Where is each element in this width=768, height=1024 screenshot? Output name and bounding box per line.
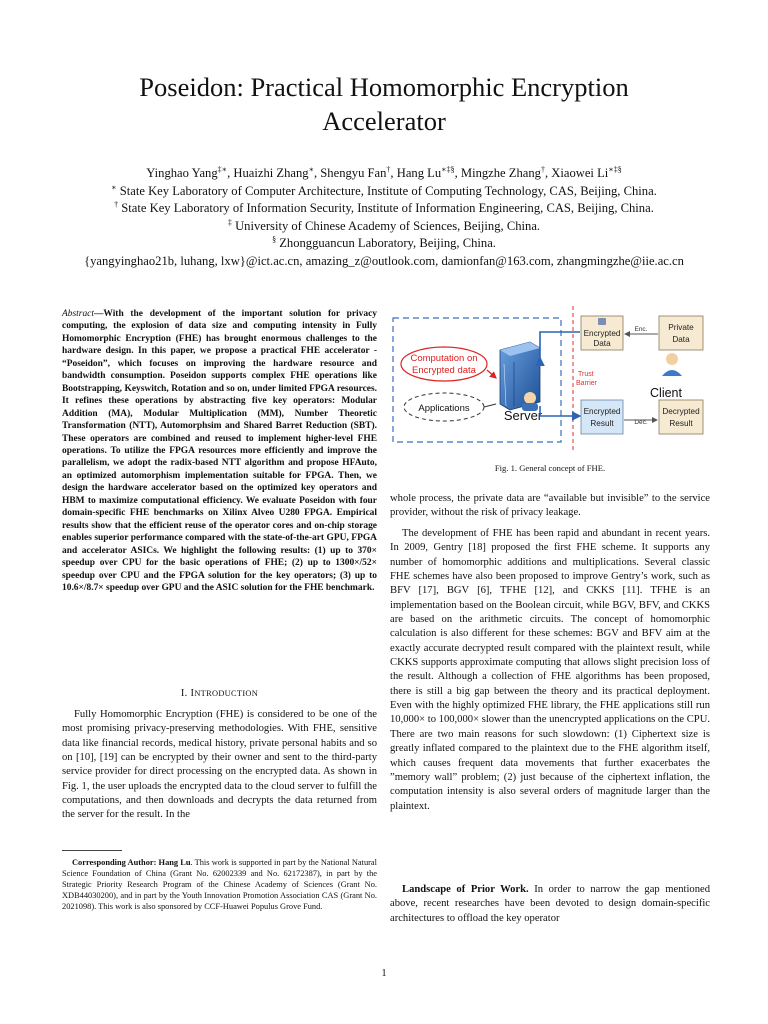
applications-connector: [484, 404, 496, 407]
section-title-rest: NTRODUCTION: [194, 689, 259, 698]
computation-label: Computation on: [410, 353, 478, 364]
paper-title: [40, 70, 728, 138]
decrypted-result-box: [659, 400, 703, 434]
server-icon: [500, 342, 540, 411]
section-title-initial: I: [190, 688, 195, 699]
affiliation-text: State Key Laboratory of Information Security, Institute of Information Engineering, CAS, Beijing, China.: [118, 201, 654, 216]
page-number: 1: [381, 968, 387, 979]
affiliation-text: State Key Laboratory of Computer Architecture, Institute of Computing Technology, CAS, Beijing, China.: [116, 183, 657, 198]
affil-mark: ‡∗: [217, 164, 228, 174]
footnote-body: . This work is supported in part by the National Natural Science Foundation of China (Grant No. 62002339 and No. 62172387), in part by the Strategic Priority Research Program of the Chinese Academy of Sciences (Grant No. XDB44030200), and in part by the Youth Innovation Promotion Association CAS (Grant No. 2021098). This work is also sponsored by CCF-Huawei Populus Grove Fund.: [62, 858, 377, 911]
upload-arrow: [540, 332, 580, 358]
affil-mark: †: [540, 164, 545, 174]
download-arrow: [540, 406, 580, 416]
paragraph-heading: Landscape of Prior Work.: [402, 884, 529, 895]
client-label: Client: [650, 386, 682, 400]
title-line-1: Poseidon: Practical Homomorphic Encryption: [139, 72, 629, 102]
affil-mark: †: [386, 164, 391, 174]
paragraph-body: In order to narrow the gap mentioned above, recent researches have been devoted to design domain-specific architectures to offload the key operator: [390, 884, 710, 924]
encrypted-result-box: [581, 400, 623, 434]
affil-mark: ‡: [227, 217, 232, 227]
server-label: Server: [503, 408, 543, 423]
affil-mark: §: [272, 235, 277, 245]
dec-label: Dec.: [634, 419, 648, 426]
intro-paragraph: Fully Homomorphic Encryption (FHE) is considered to be one of the most promising privacy-preserving methodologies. With FHE, sensitive data like financial records, medical history, private personal habits and so on [10], [19] can be encrypted by their owner and sent to the third-party service provider for direct processing on the encrypted data. As shown in Fig. 1, the user uploads the encrypted data to the cloud server to fulfill the computations, and then downloads and decrypts the data returned from the server for the result. In the: [62, 709, 377, 821]
encrypted-data-label-2: Data: [593, 339, 611, 348]
section-number: I.: [180, 688, 191, 699]
affiliation-1: [20, 183, 748, 201]
computation-arrow: [487, 370, 496, 378]
private-data-label-2: Data: [672, 335, 690, 344]
right-paragraph-2: The development of FHE has been rapid and abundant in recent years. In 2009, Gentry [18] proposed the first FHE scheme. It supports any number of homomorphic additions and multiplications. Several classic FHE schemes have also been proposed to improve Gentry’s work, such as BFV [17], BGV [6], TFHE [12], and CKKS [11]. TFHE is an implementation based on the Boolean circuit, while BGV, BFV, and CKKS are based on the arithmetic circuits. The concept of homomorphic calculation is also different for these schemes: BGV and BFV aim at the exactly accurate decrypted result compared with the plaintext result, while CKKS supports approximate computing that allows slight precision loss of the result. Although a collection of FHE algorithms has been proposed, there is still a big gap between the theory and its practical deployment. Even with the highly optimized FHE library, the FHE applications still run 10,000× to 100,000× slower than the unencrypted applications on the CPU. There are two main reasons for such slowdown: (1) Ciphertext size is greatly inflated compared to the plaintext due to the FHE algorithm itself, which causes frequent data movements that further exacerbates the ”memory wall” problem; (2) just because of the ciphertext inflation, the computation intensity is also several orders of magnitude larger than the plaintext.: [390, 528, 711, 812]
encrypted-result-label-2: Result: [590, 419, 614, 428]
affil-mark: ∗: [308, 164, 314, 174]
decrypted-result-label: Decrypted: [662, 407, 700, 416]
footnote-rule: [62, 850, 122, 851]
enc-label: Enc.: [634, 326, 648, 333]
lock-icon: [598, 318, 606, 325]
affiliation-text: University of Chinese Academy of Sciences, Beijing, China.: [231, 218, 541, 233]
affiliation-2: [20, 200, 748, 218]
affil-mark: ∗: [111, 182, 117, 192]
affil-mark: †: [114, 200, 119, 209]
applications-label: Applications: [418, 403, 470, 414]
encrypted-data-label: Encrypted: [583, 329, 621, 338]
abstract-label: Abstract: [62, 309, 94, 319]
right-paragraph-1: whole process, the private data are “available but invisible” to the service provider, without the risk of privacy leakage.: [390, 493, 710, 519]
figure-1: [390, 306, 710, 452]
footnote-label: Corresponding Author: Hang Lu: [72, 858, 191, 867]
abstract: [62, 308, 377, 594]
trust-label: Trust: [578, 371, 594, 378]
figure-caption: Fig. 1. General concept of FHE.: [494, 463, 606, 473]
right-paragraph-3: [390, 883, 710, 926]
author-name: , Mingzhe Zhang: [454, 166, 541, 180]
client-person-icon: [662, 353, 682, 376]
section-heading-introduction: [62, 688, 377, 699]
author-list: [20, 165, 748, 183]
encrypted-result-label: Encrypted: [583, 407, 621, 416]
barrier-label: Barrier: [576, 380, 598, 387]
author-name: , Shengyu Fan: [314, 166, 387, 180]
computation-label-2: Encrypted data: [412, 365, 476, 376]
title-line-2: Accelerator: [322, 106, 446, 136]
author-name: Yinghao Yang: [146, 166, 218, 180]
affil-mark: ∗‡§: [608, 164, 622, 174]
author-name: , Xiaowei Li: [544, 166, 609, 180]
affiliation-3: [20, 218, 748, 236]
footnote: [62, 857, 377, 912]
abstract-body: —With the development of the important solution for privacy computing, the explosion of data size and computing intensity in Fully Homomorphic Encryption (FHE) has brought enormous challenges to the hardware design. In this paper, we propose a practical FHE accelerator - “Poseidon”, which focuses on improving the hardware resource and bandwidth consumption. Poseidon supports complex FHE operations like Bootstrapping, Keyswitch, Rotation and so on, under limited FPGA resources. It refines these operations by abstracting five key operators: Modular Addition (MA), Modular Multiplication (MM), Number Theoretic Transformation (NTT), Automorphsim and Shared Barret Reduction (SBT). These operators are combined and reused to implement higher-level FHE operations. To utilize the FPGA resources more efficiently and improve the parallelism, we adopt the radix-based NTT algorithm and propose HFAuto, an optimized automorphism implementation suitable for FPGA. Then, we design the hardware accelerator based on the optimized key operators and HBM to maximize computational efficiency. We evaluate Poseidon with four domain-specific FHE benchmarks on Xilinx Alveo U280 FPGA. Empirical results show that the efficient reuse of the operator cores and on-chip storage enables superior performance compared with the state-of-the-art GPU, FPGA and accelerator ASICs. We highlight the following results: (1) up to 370× speedup over CPU for the basic operations of FHE; (2) up to 1300×/52× speedup over CPU and the FPGA solution for the key operators; (3) up to 10.6×/8.7× speedup over GPU and the ASIC solution for the FHE benchmark.: [62, 309, 377, 593]
decrypted-result-label-2: Result: [669, 419, 693, 428]
private-data-box: [659, 316, 703, 350]
affiliation-4: [20, 235, 748, 253]
private-data-label: Private: [668, 323, 694, 332]
author-emails: {yangyinghao21b, luhang, lxw}@ict.ac.cn, amazing_z@outlook.com, damionfan@163.com, zhangmingzhe@iie.ac.cn: [84, 253, 684, 268]
fhe-concept-diagram: [390, 306, 710, 452]
affil-mark: ∗‡§: [441, 164, 455, 174]
author-name: , Hang Lu: [390, 166, 442, 180]
author-block: [20, 165, 748, 271]
affiliation-text: Zhongguancun Laboratory, Beijing, China.: [276, 236, 496, 251]
author-name: , Huaizhi Zhang: [227, 166, 309, 180]
